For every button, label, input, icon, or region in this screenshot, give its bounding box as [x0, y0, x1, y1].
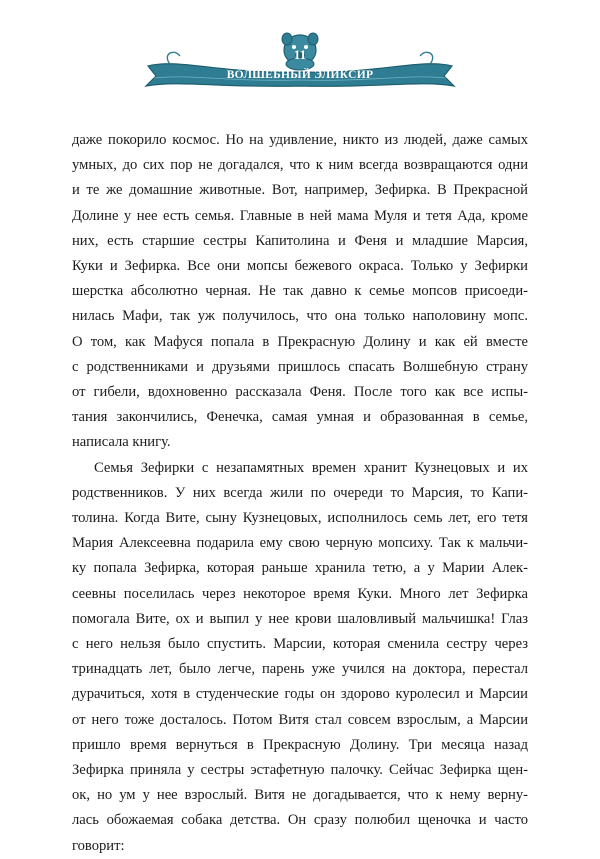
text-line: от него тоже досталось. Потом Витя стал совсем взрослым, а Марсии — [72, 711, 528, 728]
text-line: сеевны поселилась через некоторое время Куки. Много лет Зефирка — [72, 585, 528, 602]
text-line: родственников. У них всегда жили по очереди то Марсия, то Капи- — [72, 484, 528, 501]
text-line: помогала Вите, ох и выпил у нее крови шаловливый мальчишка! Глаз — [72, 610, 528, 627]
text-line: Семья Зефирки с незапамятных времен хранит Кузнецовых и их — [94, 459, 528, 476]
text-line: с него нельзя было спустить. Марсии, которая сменила сестру через — [72, 636, 528, 653]
text-line: с родственниками и друзьями пришлось спасать Волшебную страну — [72, 358, 528, 375]
paragraph-2 — [72, 456, 528, 859]
text-line: ку попала Зефирка, которая раньше хранила тетю, а у Марии Алек- — [72, 560, 528, 577]
text-line: ок, но ум у нее взрослый. Витя не догадывается, что к нему верну- — [72, 787, 528, 804]
text-line: лась обожаемая собака детства. Он сразу полюбил щеночка и часто — [72, 812, 528, 829]
text-line: говорит: — [72, 837, 125, 854]
text-line: написала книгу. — [72, 434, 171, 451]
text-line: Куки и Зефирка. Все они мопсы бежевого окраса. Только у Зефирки — [72, 258, 528, 275]
body-text — [72, 128, 528, 859]
bulldog-banner-icon — [140, 28, 460, 98]
text-line: них, есть старшие сестры Капитолина и Феня и младшие Марсия, — [72, 232, 528, 249]
paragraph-1 — [72, 128, 528, 456]
text-line: от гибели, вдохновенно рассказала Феня. После того как все испы- — [72, 384, 528, 401]
text-line: нилась Мафи, так уж получилось, что она только наполовину мопс. — [72, 308, 528, 325]
text-line: даже покорило космос. Но на удивление, никто из людей, даже самых — [72, 132, 528, 148]
page-number: 11 — [293, 47, 307, 62]
text-line: пришло время вернуться в Прекрасную Долину. Три месяца назад — [72, 736, 528, 753]
text-line: О том, как Мафуся попала в Прекрасную Долину и как ей вместе — [72, 333, 528, 350]
text-line: Мария Алексеевна подарила ему свою черную мопсиху. Так к мальчи- — [72, 535, 528, 552]
text-line: Долине у нее есть семья. Главные в ней мама Муля и тетя Ада, кроме — [72, 207, 528, 224]
text-line: тринадцать лет, было легче, парень уже учился на доктора, перестал — [72, 661, 528, 678]
book-title: ВОЛШЕБНЫЙ ЭЛИКСИР — [226, 69, 374, 81]
text-line: и те же домашние животные. Вот, например, Зефирка. В Прекрасной — [72, 182, 528, 199]
text-line: тания закончились, Фенечка, самая умная и образованная в семье, — [72, 409, 528, 426]
text-line: умных, до сих пор не догадался, что к ним всегда возвращаются одни — [72, 157, 528, 174]
text-line: толина. Когда Вите, сыну Кузнецовых, исполнилось семь лет, его тетя — [72, 510, 528, 527]
chapter-header — [140, 28, 460, 98]
text-line: Зефирка приняла у сестры эстафетную палочку. Сейчас Зефирка щен- — [72, 762, 528, 779]
text-line: шерстка абсолютно черная. Не так давно к семье мопсов присоеди- — [72, 283, 528, 300]
text-line: дурачиться, хотя в студенческие годы он здорово куролесил и Марсии — [72, 686, 528, 703]
